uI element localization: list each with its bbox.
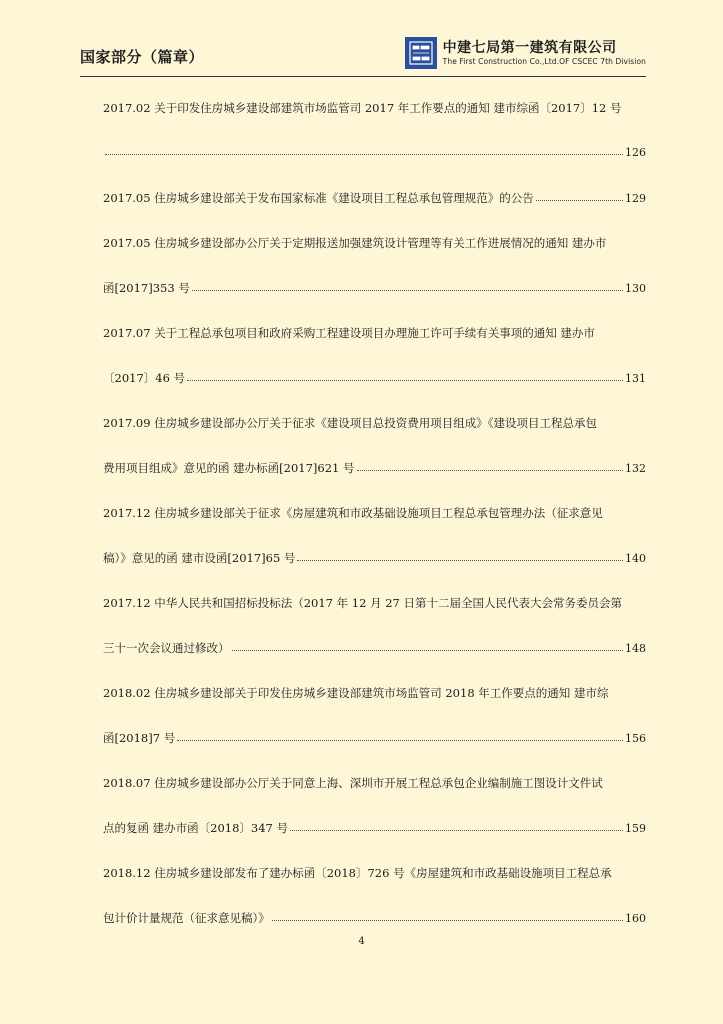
- toc-entry[interactable]: [103, 410, 646, 481]
- toc-page-number: 129: [625, 192, 646, 205]
- toc-entry-title-cont: 〔2017〕46 号: [103, 371, 186, 385]
- toc-entry-title: 2017.02 关于印发住房城乡建设部建筑市场监管司 2017 年工作要点的通知 建市综函〔2017〕12 号: [103, 101, 622, 115]
- company-brand: [405, 36, 646, 70]
- toc-entry-title-cont: 包计价计量规范（征求意见稿）》: [103, 911, 270, 925]
- toc-page-number: 160: [625, 912, 646, 925]
- toc-entry[interactable]: [103, 500, 646, 571]
- toc-entry-title-cont: 函[2018]7 号: [103, 731, 176, 745]
- toc-page-number: 156: [625, 732, 646, 745]
- toc-entry-title-cont: 费用项目组成》意见的函 建办标函[2017]621 号: [103, 461, 355, 475]
- toc-entry-title: 2017.07 关于工程总承包项目和政府采购工程建设项目办理施工许可手续有关事项的通知 建办市: [103, 326, 595, 340]
- leader-dots: [232, 642, 624, 651]
- toc-entry-title-cont: 三十一次会议通过修改）: [103, 641, 230, 655]
- toc-entry[interactable]: [103, 860, 646, 931]
- leader-dots: [357, 462, 624, 471]
- leader-dots: [105, 146, 623, 155]
- company-name: [443, 39, 646, 67]
- cscec-logo-icon: [405, 37, 437, 69]
- toc-page-number: 140: [625, 552, 646, 565]
- toc-entry-title-cont: 稿）》意见的函 建市设函[2017]65 号: [103, 551, 296, 565]
- toc-entry-title: 2017.12 住房城乡建设部关于征求《房屋建筑和市政基础设施项目工程总承包管理办法（征求意见: [103, 506, 603, 520]
- toc-entry-title-cont: 点的复函 建办市函〔2018〕347 号: [103, 821, 289, 835]
- page-header: [80, 30, 646, 77]
- leader-dots: [536, 192, 623, 201]
- toc-entry[interactable]: [103, 95, 646, 166]
- leader-dots: [297, 552, 623, 561]
- toc-entry-title-cont: 函[2017]353 号: [103, 281, 190, 295]
- company-name-en: The First Construction Co.,Ltd.OF CSCEC 7th Division: [442, 57, 646, 66]
- section-title: 国家部分（篇章）: [80, 48, 205, 66]
- page-number: 4: [358, 936, 365, 947]
- toc-entry-title: 2017.05 住房城乡建设部办公厅关于定期报送加强建筑设计管理等有关工作进展情况的通知 建办市: [103, 236, 607, 250]
- toc-page-number: 131: [625, 372, 646, 385]
- table-of-contents: [103, 95, 646, 950]
- toc-page-number: 132: [625, 462, 646, 475]
- leader-dots: [290, 822, 623, 831]
- toc-entry[interactable]: [103, 320, 646, 391]
- company-name-cn: 中建七局第一建筑有限公司: [442, 40, 617, 56]
- toc-page-number: 126: [625, 146, 646, 159]
- leader-dots: [187, 372, 623, 381]
- toc-entry[interactable]: [103, 770, 646, 841]
- toc-entry[interactable]: [103, 185, 646, 211]
- toc-entry-title: 2017.12 中华人民共和国招标投标法（2017 年 12 月 27 日第十二届全国人民代表大会常务委员会第: [103, 596, 623, 610]
- toc-page-number: 159: [625, 822, 646, 835]
- toc-page-number: 130: [625, 282, 646, 295]
- toc-entry-title: 2018.07 住房城乡建设部办公厅关于同意上海、深圳市开展工程总承包企业编制施工图设计文件试: [103, 776, 603, 790]
- toc-entry-title: 2017.05 住房城乡建设部关于发布国家标准《建设项目工程总承包管理规范》的公告: [103, 191, 534, 205]
- toc-entry-title: 2018.12 住房城乡建设部发布了建办标函〔2018〕726 号《房屋建筑和市政基础设施项目工程总承: [103, 866, 612, 880]
- toc-entry-title: 2018.02 住房城乡建设部关于印发住房城乡建设部建筑市场监管司 2018 年工作要点的通知 建市综: [103, 686, 609, 700]
- toc-page-number: 148: [625, 642, 646, 655]
- leader-dots: [272, 912, 623, 921]
- toc-entry[interactable]: [103, 230, 646, 301]
- toc-entry[interactable]: [103, 590, 646, 661]
- leader-dots: [177, 732, 623, 741]
- leader-dots: [192, 282, 623, 291]
- toc-entry-title: 2017.09 住房城乡建设部办公厅关于征求《建设项目总投资费用项目组成》《建设项目工程总承包: [103, 416, 597, 430]
- toc-entry[interactable]: [103, 680, 646, 751]
